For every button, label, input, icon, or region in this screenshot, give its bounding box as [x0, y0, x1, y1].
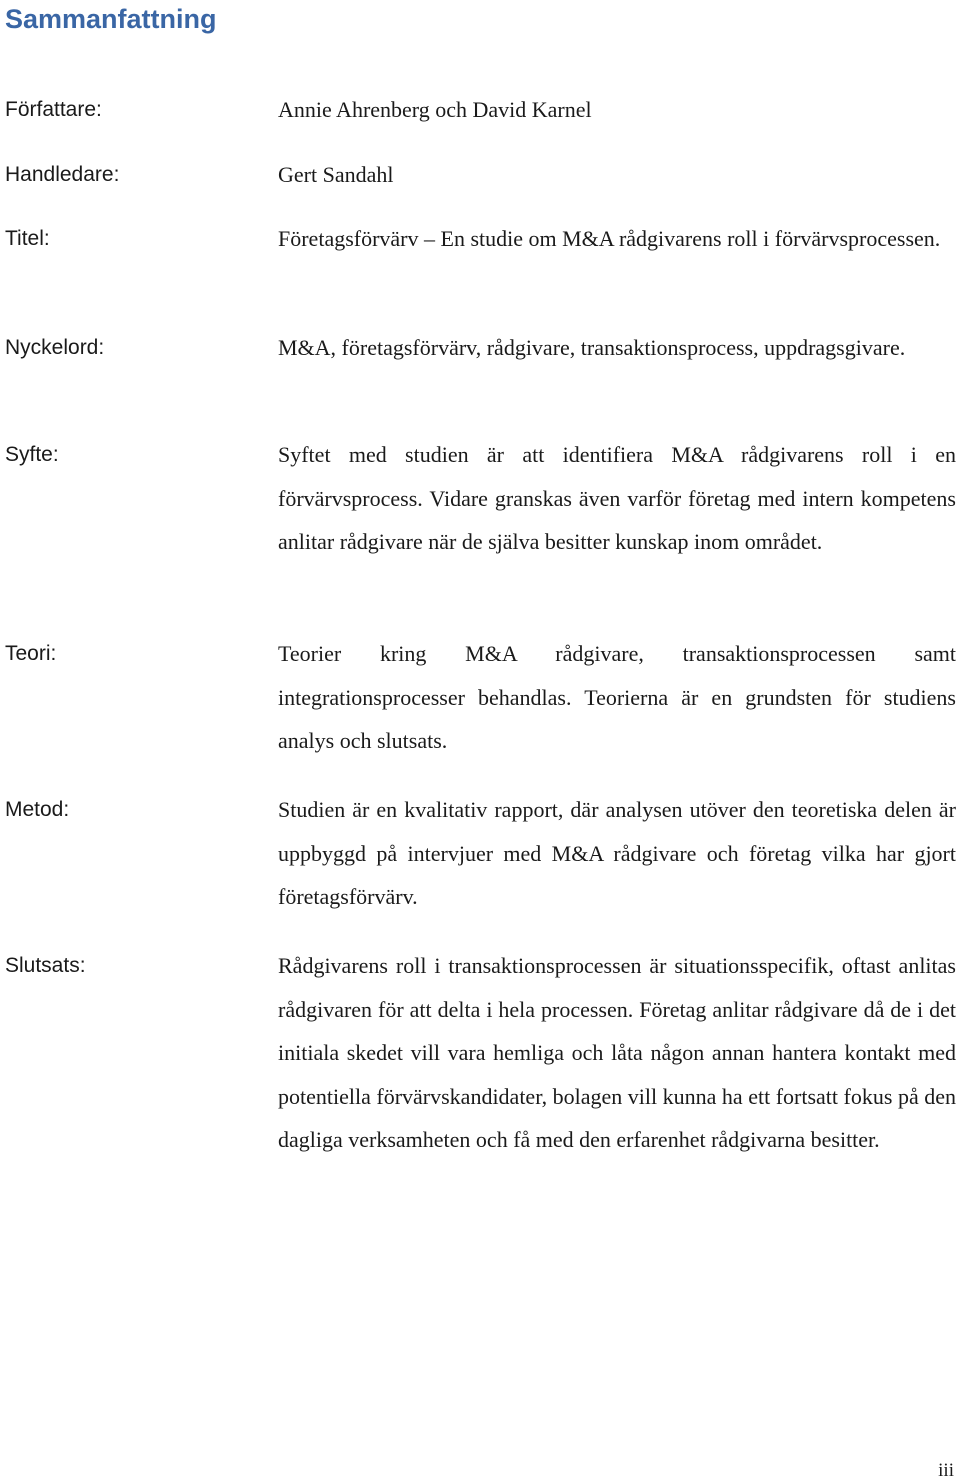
conclusion-value: Rådgivarens roll i transaktionsprocessen är situationsspecifik, oftast anlitas rådgivaren för att delta i hela processen. Företag anlitar rådgivare då de i det initiala skedet vill vara hemliga och låta någon annan hantera kontakt med potentiella förvärvskandidater, bolagen vill kunna ha ett fortsatt fokus på den dagliga verksamheten och få med den erfarenhet rådgivarna besitter. [278, 953, 956, 1153]
keywords-label: Nyckelord: [5, 336, 105, 359]
conclusion-label: Slutsats: [5, 954, 86, 977]
keywords-value: M&A, företagsförvärv, rådgivare, transaktionsprocess, uppdragsgivare. [278, 335, 906, 360]
theory-value: Teorier kring M&A rådgivare, transaktionsprocessen samt integrationsprocesser behandlas. Teorierna är en grundsten för studiens analys och slutsats. [278, 641, 956, 754]
title-value: Företagsförvärv – En studie om M&A rådgivarens roll i förvärvsprocessen. [278, 226, 941, 251]
purpose-value: Syftet med studien är att identifiera M&A rådgivarens roll i en förvärvsprocess. Vidare granskas även varför företag med intern kompetens anlitar rådgivare när de själva besitter kunskap inom området. [278, 442, 956, 555]
supervisor-value: Gert Sandahl [278, 162, 394, 187]
theory-label: Teori: [5, 642, 57, 665]
supervisor-label: Handledare: [5, 163, 120, 186]
authors-value: Annie Ahrenberg och David Karnel [278, 97, 592, 122]
page-number: iii [938, 1460, 954, 1481]
method-value: Studien är en kvalitativ rapport, där analysen utöver den teoretiska delen är uppbyggd på intervjuer med M&A rådgivare och företag vilka har gjort företagsförvärv. [278, 797, 956, 910]
page-heading: Sammanfattning [5, 4, 217, 34]
title-label: Titel: [5, 227, 50, 250]
purpose-label: Syfte: [5, 443, 59, 466]
method-label: Metod: [5, 798, 70, 821]
authors-label: Författare: [5, 98, 102, 121]
